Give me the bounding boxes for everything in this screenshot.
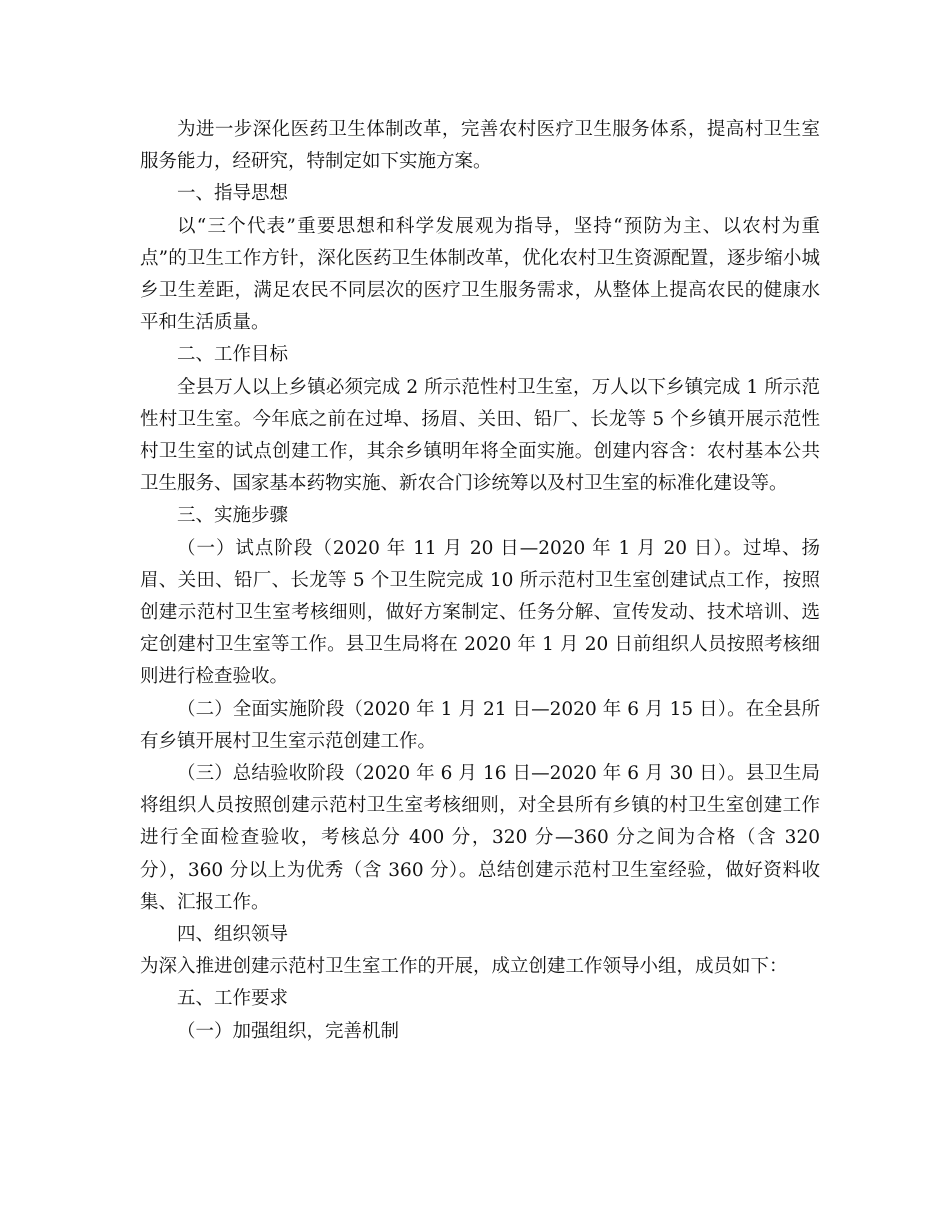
full-implementation-paragraph: （二）全面实施阶段（2020 年 1 月 21 日—2020 年 6 月 15 日）。在全县所有乡镇开展村卫生室示范创建工作。 xyxy=(140,698,820,752)
work-goals-paragraph: 全县万人以上乡镇必须完成 2 所示范性村卫生室，万人以下乡镇完成 1 所示范性村卫生室。今年底之前在过埠、扬眉、关田、铅厂、长龙等 5 个乡镇开展示范性村卫生室的试点创建工作，其余乡镇明年将全面实施。创建内容含：农村基本公共卫生服务、国家基本药物实施、新农合门诊统筹以及村卫生室的标准化建设等。 xyxy=(140,376,820,495)
summary-acceptance-paragraph: （三）总结验收阶段（2020 年 6 月 16 日—2020 年 6 月 30 日）。县卫生局将组织人员按照创建示范村卫生室考核细则，对全县所有乡镇的村卫生室创建工作进行全面检查验收，考核总分 400 分，320 分—360 分之间为合格（含 320 分），360 分以上为优秀（含 360 分）。总结创建示范村卫生室经验，做好资料收集、汇报工作。 xyxy=(140,763,820,913)
section-heading-guiding-ideology: 一、指导思想 xyxy=(177,183,289,205)
guiding-ideology-paragraph: 以“三个代表”重要思想和科学发展观为指导，坚持“预防为主、以农村为重点”的卫生工作方针，深化医药卫生体制改革，优化农村卫生资源配置，逐步缩小城乡卫生差距，满足农民不同层次的医疗卫生服务需求，从整体上提高农民的健康水平和生活质量。 xyxy=(140,215,820,334)
subsection-heading-strengthen-organization: （一）加强组织，完善机制 xyxy=(177,1020,400,1042)
pilot-stage-paragraph: （一）试点阶段（2020 年 11 月 20 日—2020 年 1 月 20 日）。过埠、扬眉、关田、铅厂、长龙等 5 个卫生院完成 10 所示范村卫生室创建试点工作，按照创建示范村卫生室考核细则，做好方案制定、任务分解、宣传发动、技术培训、选定创建村卫生室等工作。县卫生局将在 2020 年 1 月 20 日前组织人员按照考核细则进行检查验收。 xyxy=(140,537,820,688)
section-heading-implementation-steps: 三、实施步骤 xyxy=(177,505,289,527)
intro-paragraph: 为进一步深化医药卫生体制改革，完善农村医疗卫生服务体系，提高村卫生室服务能力，经研究，特制定如下实施方案。 xyxy=(140,119,820,173)
section-heading-work-requirements: 五、工作要求 xyxy=(177,988,289,1010)
section-heading-organization: 四、组织领导 xyxy=(177,924,289,946)
section-heading-work-goals: 二、工作目标 xyxy=(177,344,289,366)
document-body xyxy=(140,114,820,1048)
organization-paragraph: 为深入推进创建示范村卫生室工作的开展，成立创建工作领导小组，成员如下： xyxy=(140,956,788,978)
